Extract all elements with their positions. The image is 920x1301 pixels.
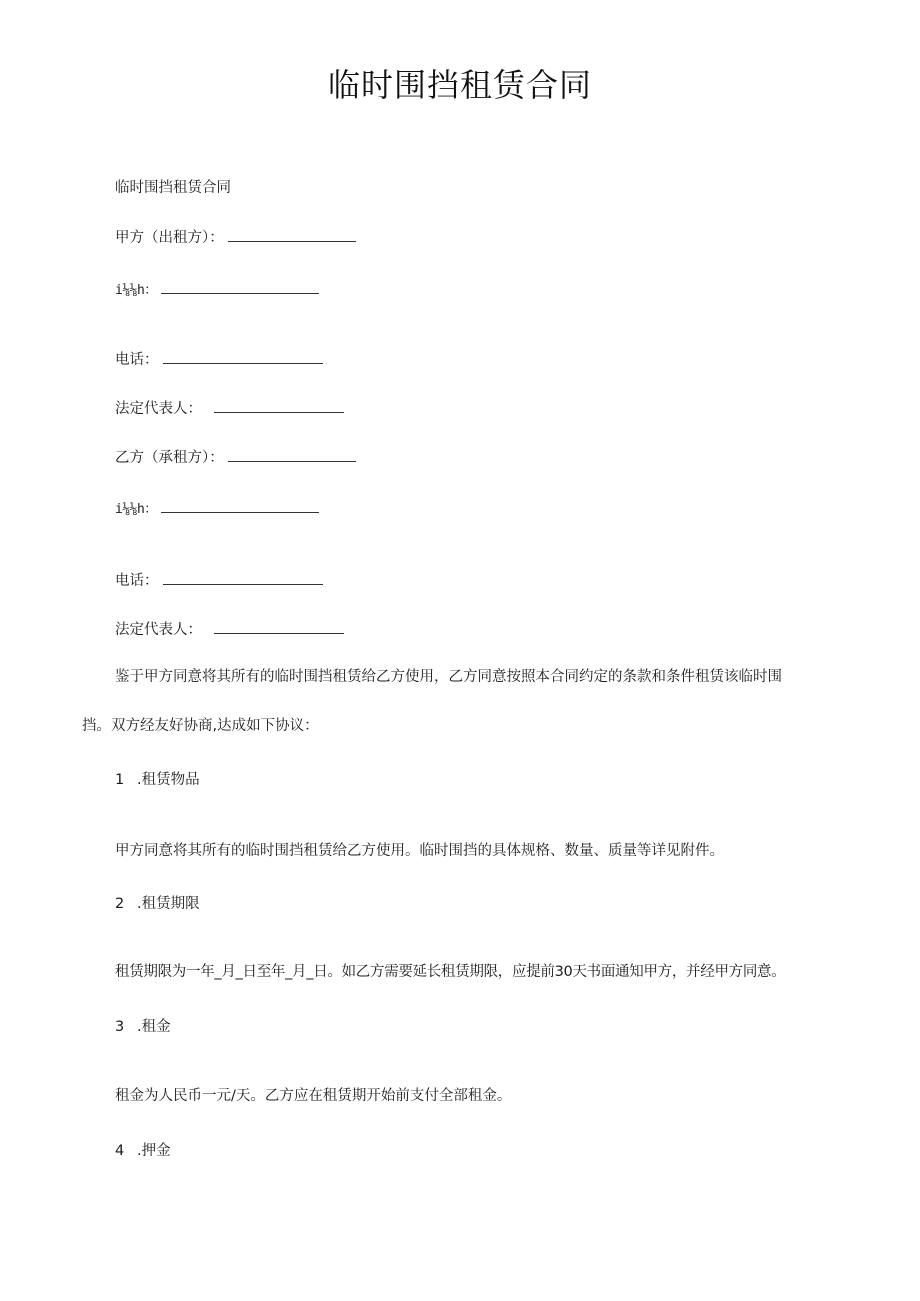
- section-2-number: 2: [115, 896, 125, 912]
- party-b-phone-blank: [163, 569, 323, 585]
- party-a-legal-rep-label: 法定代表人：: [115, 401, 202, 417]
- section-3-number: 3: [115, 1019, 125, 1035]
- party-b-phone-label: 电话：: [115, 573, 159, 589]
- party-b-legal-rep-blank: [214, 618, 344, 634]
- section-2-title: .租赁期限: [137, 896, 200, 912]
- document-title: 临时围挡租赁合同: [327, 66, 592, 104]
- party-b-address-label: i⅛⅛h：: [115, 502, 157, 517]
- section-3-body: 租金为人民币一元/天。乙方应在租赁期开始前支付全部租金。: [115, 1088, 512, 1104]
- section-4-title: .押金: [137, 1143, 171, 1159]
- party-b-legal-rep-label: 法定代表人：: [115, 622, 202, 638]
- party-a-row: [115, 226, 356, 249]
- party-b-phone-row: [115, 569, 323, 592]
- party-a-phone-row: [115, 348, 323, 371]
- party-b-address-row: [115, 497, 319, 521]
- section-2-body: 租赁期限为一年_月_日至年_月_日。如乙方需要延长租赁期限，应提前30天书面通知甲方，并经甲方同意。: [115, 964, 786, 980]
- party-a-address-row: [115, 278, 319, 302]
- party-a-phone-blank: [163, 348, 323, 364]
- party-a-legal-rep-blank: [214, 397, 344, 413]
- party-a-phone-label: 电话：: [115, 352, 159, 368]
- party-a-address-label: i⅛⅛h：: [115, 283, 157, 298]
- section-1-heading: [115, 769, 200, 791]
- party-b-legal-rep-row: [115, 618, 344, 641]
- section-1-title: .租赁物品: [137, 772, 200, 788]
- section-2-heading: [115, 893, 200, 915]
- section-4-number: 4: [115, 1143, 125, 1159]
- preamble-line-2: 挡。双方经友好协商,达成如下协议：: [82, 718, 319, 734]
- party-b-row: [115, 446, 356, 469]
- party-b-label: 乙方（承租方）：: [115, 450, 224, 466]
- preamble-line-1: 鉴于甲方同意将其所有的临时围挡租赁给乙方使用，乙方同意按照本合同约定的条款和条件租赁该临时围: [115, 669, 782, 685]
- section-3-title: .租金: [137, 1019, 171, 1035]
- party-b-blank: [228, 446, 356, 462]
- party-a-blank: [228, 226, 356, 242]
- party-a-legal-rep-row: [115, 397, 344, 420]
- section-4-heading: [115, 1140, 171, 1162]
- party-b-address-blank: [161, 497, 319, 513]
- section-3-heading: [115, 1016, 171, 1038]
- section-1-number: 1: [115, 772, 125, 788]
- party-a-label: 甲方（出租方）：: [115, 230, 224, 246]
- document-subtitle: 临时围挡租赁合同: [115, 180, 231, 196]
- section-1-body: 甲方同意将其所有的临时围挡租赁给乙方使用。临时围挡的具体规格、数量、质量等详见附件。: [115, 843, 724, 859]
- party-a-address-blank: [161, 278, 319, 294]
